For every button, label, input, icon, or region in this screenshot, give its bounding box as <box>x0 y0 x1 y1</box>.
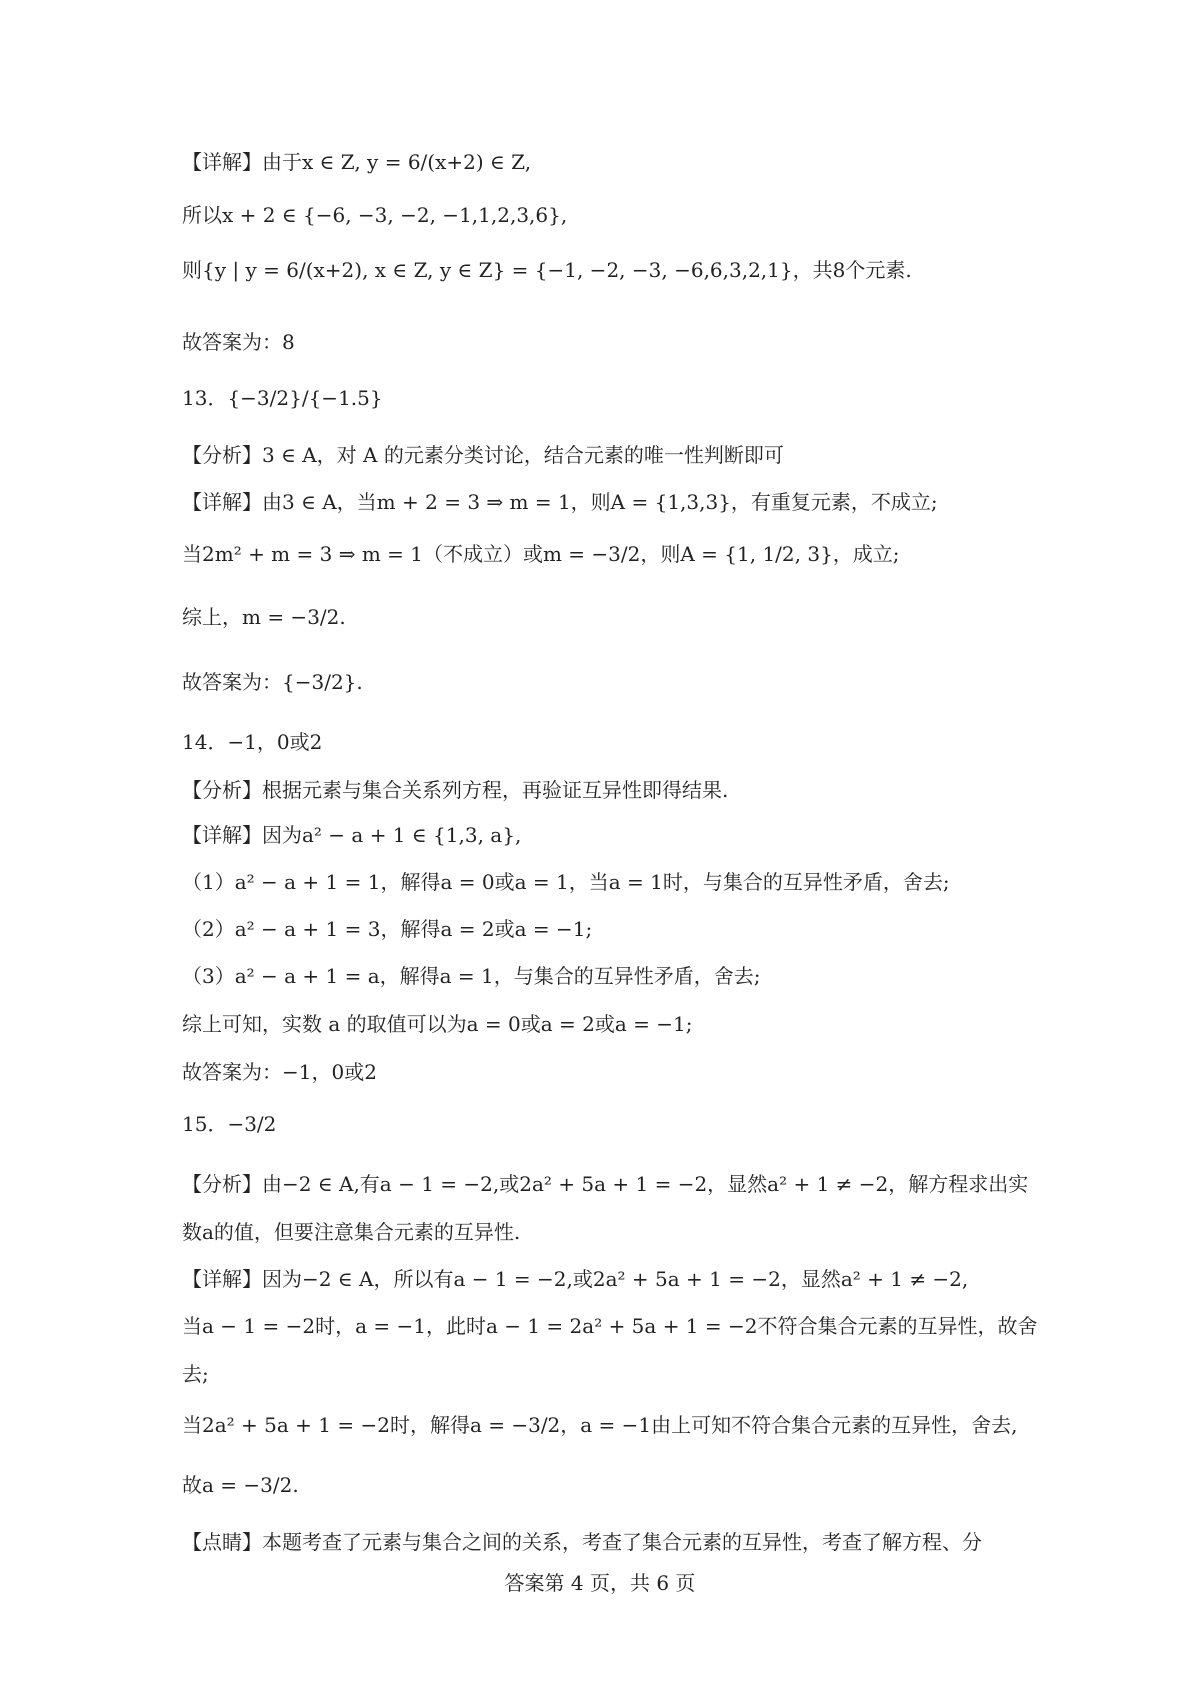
question-number: 13．{−3/2}/{−1.5} <box>182 386 383 410</box>
text-line: 当2m² + m = 3 ⇒ m = 1（不成立）或m = −3/2，则A = {1, 1/2, 3}，成立; <box>182 542 900 566</box>
text-line: 【点睛】本题考查了元素与集合之间的关系，考查了集合元素的互异性，考查了解方程、分 <box>182 1530 982 1554</box>
text-line: 【详解】由于x ∈ Z, y = 6/(x+2) ∈ Z, <box>182 150 532 174</box>
page-footer: 答案第 4 页，共 6 页 <box>504 1571 696 1595</box>
text-line: 【详解】因为−2 ∈ A，所以有a − 1 = −2,或2a² + 5a + 1 = −2，显然a² + 1 ≠ −2, <box>182 1267 969 1291</box>
text-line: 故答案为：{−3/2}. <box>182 670 363 694</box>
text-line: 当a − 1 = −2时，a = −1，此时a − 1 = 2a² + 5a + 1 = −2不符合集合元素的互异性，故舍 <box>182 1314 1038 1338</box>
text-line: 【分析】根据元素与集合关系列方程，再验证互异性即得结果. <box>182 778 729 802</box>
text-line: 【详解】因为a² − a + 1 ∈ {1,3, a}, <box>182 823 522 847</box>
text-line: 【分析】由−2 ∈ A,有a − 1 = −2,或2a² + 5a + 1 = −2，显然a² + 1 ≠ −2，解方程求出实 <box>182 1172 1029 1196</box>
text-line: 数a的值，但要注意集合元素的互异性. <box>182 1220 521 1244</box>
text-line: 故a = −3/2. <box>182 1473 299 1497</box>
text-line: 综上，m = −3/2. <box>182 605 346 629</box>
text-line: 则{y | y = 6/(x+2), x ∈ Z, y ∈ Z} = {−1, −2, −3, −6,6,3,2,1}，共8个元素. <box>182 258 912 282</box>
question-number: 14．−1，0或2 <box>182 730 323 754</box>
text-line: 故答案为：−1，0或2 <box>182 1060 377 1084</box>
text-line: 故答案为：8 <box>182 330 295 354</box>
text-line: 【详解】由3 ∈ A，当m + 2 = 3 ⇒ m = 1，则A = {1,3,3}，有重复元素，不成立; <box>182 490 938 514</box>
text-line: （3）a² − a + 1 = a，解得a = 1，与集合的互异性矛盾，舍去; <box>182 964 761 988</box>
text-line: （2）a² − a + 1 = 3，解得a = 2或a = −1; <box>182 917 593 941</box>
question-number: 15．−3/2 <box>182 1112 277 1136</box>
text-line: （1）a² − a + 1 = 1，解得a = 0或a = 1，当a = 1时，与集合的互异性矛盾，舍去; <box>182 870 950 894</box>
text-line: 【分析】3 ∈ A，对 A 的元素分类讨论，结合元素的唯一性判断即可 <box>182 443 784 467</box>
text-line: 综上可知，实数 a 的取值可以为a = 0或a = 2或a = −1; <box>182 1012 693 1036</box>
text-line: 当2a² + 5a + 1 = −2时，解得a = −3/2，a = −1由上可知不符合集合元素的互异性，舍去, <box>182 1413 1018 1437</box>
text-line: 去; <box>182 1362 209 1386</box>
text-line: 所以x + 2 ∈ {−6, −3, −2, −1,1,2,3,6}, <box>182 203 568 227</box>
